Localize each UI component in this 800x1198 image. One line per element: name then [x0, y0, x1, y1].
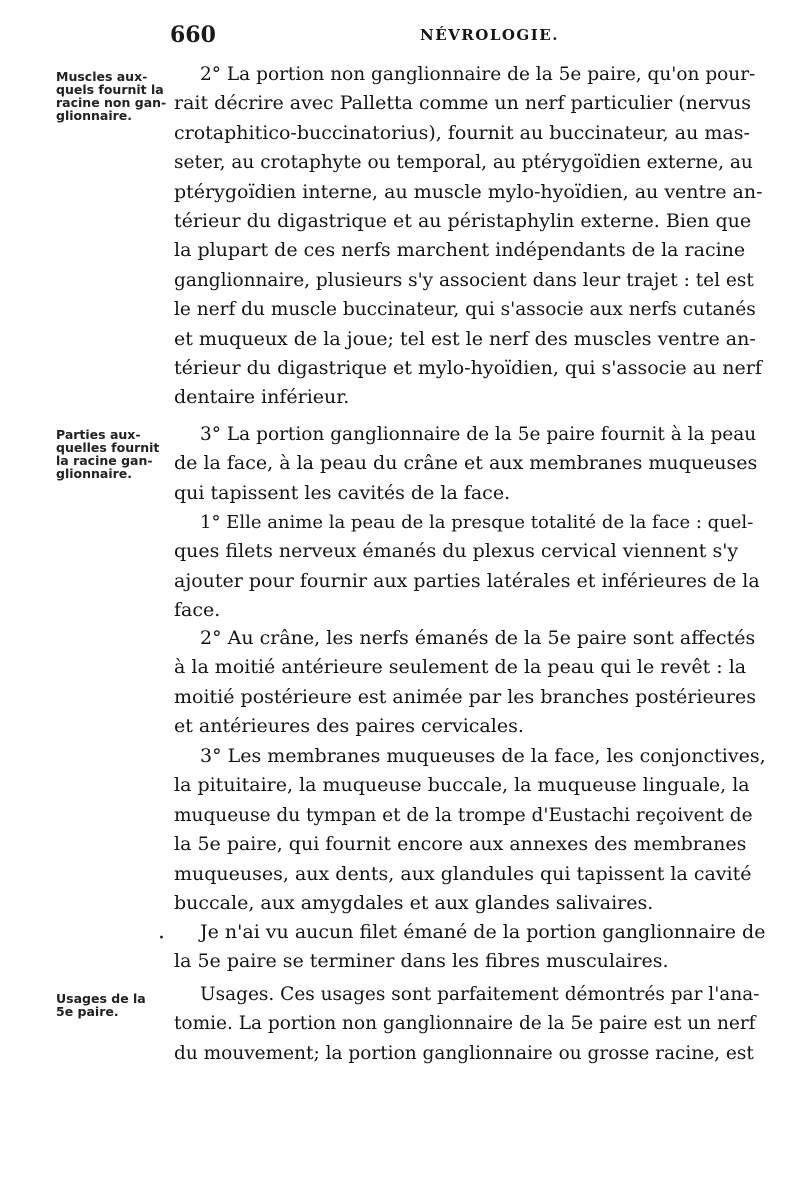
- text-line: rait décrire avec Palletta comme un nerf particulier (nervus: [174, 92, 751, 115]
- text-line: ptérygoïdien interne, au muscle mylo-hyoïdien, au ventre an-: [174, 180, 763, 203]
- paragraph-ganglionic: [174, 420, 766, 508]
- text-line: 3° Les membranes muqueuses de la face, les conjonctives,: [200, 745, 766, 767]
- text-line: et muqueux de la joue; tel est le nerf des muscles ventre an-: [174, 327, 756, 350]
- paragraph-cranium: [174, 624, 766, 742]
- margin-note-line: glionnaire.: [56, 466, 133, 481]
- text-line: crotaphitico-buccinatorius), fournit au buccinateur, au mas-: [174, 121, 750, 144]
- text-line: face.: [174, 599, 221, 622]
- text-line: à la moitié antérieure seulement de la peau qui le revêt : la: [174, 656, 747, 679]
- text-line: la pituitaire, la muqueuse buccale, la muqueuse linguale, la: [174, 774, 750, 797]
- margin-note-parties: [56, 428, 172, 480]
- paragraph-non-ganglionic: [174, 60, 766, 413]
- text-line: ganglionnaire, plusieurs s'y associent dans leur trajet : tel est: [174, 269, 754, 291]
- margin-note-line: 5e paire.: [56, 1004, 119, 1019]
- text-line: 2° Au crâne, les nerfs émanés de la 5e paire sont affectés: [200, 627, 756, 649]
- margin-note-line: glionnaire.: [56, 108, 133, 123]
- text-line: et antérieures des paires cervicales.: [174, 715, 524, 738]
- running-title: NÉVROLOGIE.: [420, 26, 559, 44]
- text-line: du mouvement; la portion ganglionnaire ou grosse racine, est: [174, 1042, 754, 1064]
- text-line: Usages. Ces usages sont parfaitement démontrés par l'ana-: [200, 984, 760, 1005]
- text-line: de la face, à la peau du crâne et aux membranes muqueuses: [174, 452, 758, 475]
- text-line: térieur du digastrique et mylo-hyoïdien, qui s'associe au nerf: [174, 357, 762, 380]
- text-line: muqueuse du tympan et de la trompe d'Eustachi reçoivent de: [174, 804, 753, 826]
- page-number: 660: [170, 22, 216, 48]
- text-line: 1° Elle anime la peau de la presque totalité de la face : quel-: [200, 512, 754, 533]
- text-line: ques filets nerveux émanés du plexus cervical viennent s'y: [174, 540, 739, 563]
- text-line: la 5e paire se terminer dans les fibres musculaires.: [174, 950, 669, 973]
- text-line: le nerf du muscle buccinateur, qui s'associe aux nerfs cutanés: [174, 299, 756, 321]
- text-line: tomie. La portion non ganglionnaire de la 5e paire est un nerf: [174, 1013, 756, 1035]
- text-line: Je n'ai vu aucun filet émané de la portion ganglionnaire de: [200, 921, 766, 943]
- text-line: 2° La portion non ganglionnaire de la 5e paire, qu'on pour-: [200, 64, 756, 85]
- text-line: la plupart de ces nerfs marchent indépendants de la racine: [174, 239, 746, 262]
- text-line: qui tapissent les cavités de la face.: [174, 481, 511, 504]
- text-line: dentaire inférieur.: [174, 386, 350, 409]
- text-line: muqueuses, aux dents, aux glandules qui tapissent la cavité: [174, 862, 752, 885]
- text-line: la 5e paire, qui fournit encore aux annexes des membranes: [174, 833, 747, 856]
- text-line: moitié postérieure est animée par les branches postérieures: [174, 685, 757, 708]
- text-line: ajouter pour fournir aux parties latérales et inférieures de la: [174, 569, 760, 592]
- text-line: térieur du digastrique et au péristaphylin externe. Bien que: [174, 210, 752, 233]
- text-line: 3° La portion ganglionnaire de la 5e paire fournit à la peau: [200, 424, 757, 445]
- text-line: seter, au crotaphyte ou temporal, au ptérygoïdien externe, au: [174, 152, 753, 174]
- margin-note-line: Parties aux-: [56, 427, 141, 442]
- margin-note-line: racine non gan-: [56, 95, 167, 110]
- margin-note-line: quelles fournit: [56, 440, 160, 455]
- margin-note-usages: [56, 992, 172, 1018]
- margin-note-line: la racine gan-: [56, 453, 153, 468]
- margin-note-line: Muscles aux-: [56, 69, 148, 84]
- paragraph-face-skin: [174, 508, 766, 626]
- text-line: buccale, aux amygdales et aux glandes salivaires.: [174, 892, 654, 915]
- margin-note-muscles: [56, 70, 172, 122]
- paragraph-observation: [174, 918, 766, 977]
- margin-note-line: Usages de la: [56, 991, 146, 1006]
- paragraph-usages: [174, 980, 766, 1068]
- paragraph-mucous-membranes: [174, 742, 766, 918]
- stray-dot: ·: [158, 926, 165, 951]
- margin-note-line: quels fournit la: [56, 82, 164, 97]
